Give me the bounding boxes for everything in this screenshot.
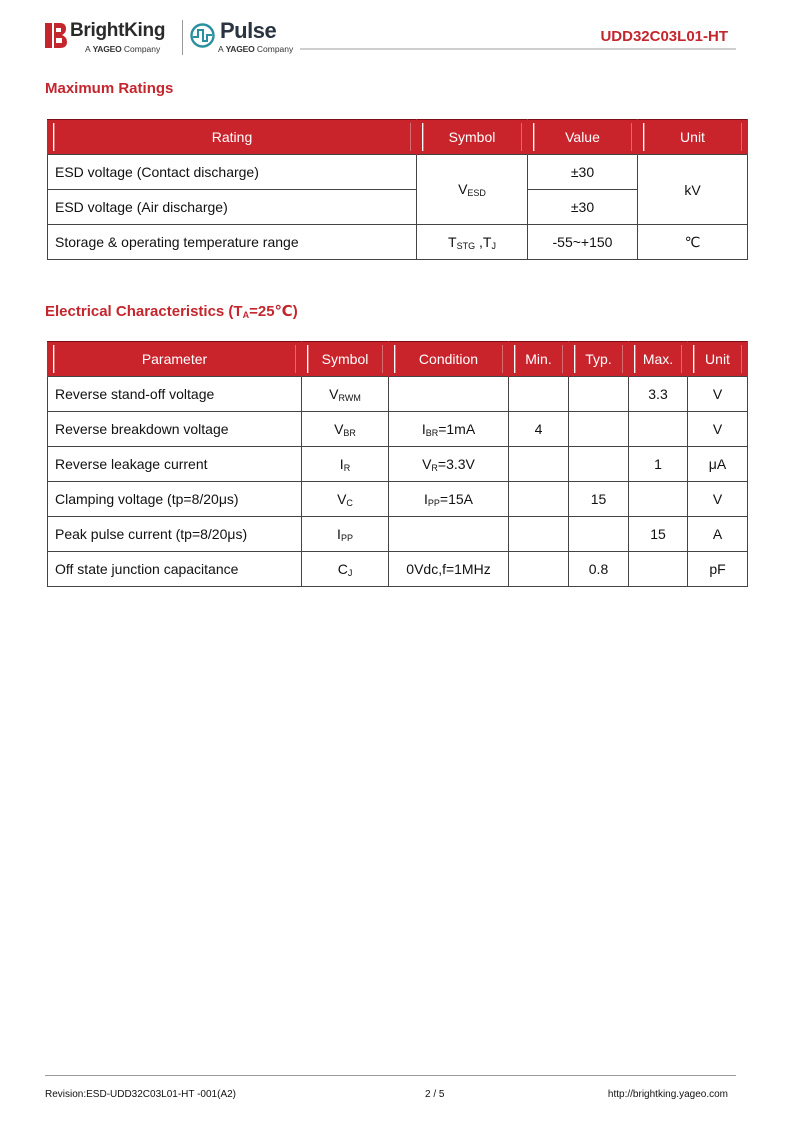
electrical-table — [47, 341, 748, 587]
max-cell: 3.3 — [629, 377, 688, 412]
typ-cell: 15 — [569, 482, 629, 517]
max-cell: 15 — [629, 517, 688, 552]
table-row — [48, 447, 748, 482]
rating-value: -55~+150 — [528, 225, 638, 260]
rating-value: ±30 — [528, 155, 638, 190]
symbol-cell: $I_{PP}$ — [302, 517, 389, 552]
col-header: Rating — [48, 120, 417, 155]
min-cell — [509, 377, 569, 412]
col-header: Typ. — [569, 342, 629, 377]
typ-cell — [569, 412, 629, 447]
condition-cell — [389, 517, 509, 552]
footer-page-number: 2 / 5 — [425, 1089, 445, 1100]
parameter-cell: Reverse breakdown voltage — [48, 412, 302, 447]
col-header: Unit — [638, 120, 748, 155]
rating-name: ESD voltage (Air discharge) — [48, 190, 417, 225]
unit-cell: V — [688, 482, 748, 517]
symbol-cell: $V_C$ — [302, 482, 389, 517]
col-header: Min. — [509, 342, 569, 377]
brightking-logo — [45, 20, 180, 56]
typ-cell: 0.8 — [569, 552, 629, 587]
parameter-cell: Off state junction capacitance — [48, 552, 302, 587]
col-header: Value — [528, 120, 638, 155]
condition-cell: 0Vdc,f=1MHz — [389, 552, 509, 587]
parameter-cell: Reverse stand-off voltage — [48, 377, 302, 412]
typ-cell — [569, 447, 629, 482]
col-header: Parameter — [48, 342, 302, 377]
esd-symbol: $V_{ESD}$ — [417, 155, 528, 225]
table-row — [48, 377, 748, 412]
brightking-name: BrightKing — [70, 20, 166, 41]
rating-name: ESD voltage (Contact discharge) — [48, 155, 417, 190]
table-row — [48, 225, 748, 260]
footer-revision: Revision:ESD-UDD32C03L01-HT -001(A2) — [45, 1089, 237, 1100]
rating-symbol: $T_{STG}$ $,T_J$ — [417, 225, 528, 260]
pulse-logo — [190, 20, 310, 56]
parameter-cell: Clamping voltage (tp=8/20μs) — [48, 482, 302, 517]
table-row — [48, 552, 748, 587]
condition-cell: $I_{BR}=1mA$ — [389, 412, 509, 447]
rating-unit: ℃ — [638, 225, 748, 260]
table-row — [48, 482, 748, 517]
max-cell — [629, 552, 688, 587]
typ-cell — [569, 377, 629, 412]
footer-rule — [45, 1075, 736, 1076]
symbol-cell: $V_{BR}$ — [302, 412, 389, 447]
footer-url: http://brightking.yageo.com — [607, 1089, 728, 1100]
min-cell — [509, 517, 569, 552]
pulse-name: Pulse — [220, 18, 277, 43]
col-header: Max. — [629, 342, 688, 377]
max-cell — [629, 482, 688, 517]
table-header-row — [48, 342, 748, 377]
pulse-mark-icon — [190, 23, 215, 48]
pulse-tagline: A YAGEO Company — [218, 44, 294, 54]
table-row — [48, 412, 748, 447]
logo-separator — [182, 20, 183, 55]
max-ratings-title: Maximum Ratings — [45, 80, 174, 97]
unit-cell: V — [688, 412, 748, 447]
unit-cell: A — [688, 517, 748, 552]
rating-name: Storage & operating temperature range — [48, 225, 417, 260]
unit-cell: pF — [688, 552, 748, 587]
unit-cell: V — [688, 377, 748, 412]
min-cell — [509, 447, 569, 482]
part-number: UDD32C03L01-HT — [600, 28, 728, 45]
condition-cell: $V_R=3.3V$ — [389, 447, 509, 482]
min-cell — [509, 552, 569, 587]
table-row — [48, 155, 748, 190]
rating-value: ±30 — [528, 190, 638, 225]
typ-cell — [569, 517, 629, 552]
esd-unit: kV — [638, 155, 748, 225]
symbol-cell: $I_R$ — [302, 447, 389, 482]
electrical-title: Electrical Characteristics $(T_A=25℃)$ — [45, 303, 298, 320]
col-header: Unit — [688, 342, 748, 377]
brightking-mark-icon — [45, 23, 67, 48]
col-header: Symbol — [417, 120, 528, 155]
min-cell — [509, 482, 569, 517]
condition-cell: $I_{PP}=15A$ — [389, 482, 509, 517]
max-cell — [629, 412, 688, 447]
table-row — [48, 517, 748, 552]
header-rule — [300, 48, 736, 50]
symbol-cell: $C_J$ — [302, 552, 389, 587]
min-cell: 4 — [509, 412, 569, 447]
unit-cell: μA — [688, 447, 748, 482]
max-cell: 1 — [629, 447, 688, 482]
parameter-cell: Peak pulse current (tp=8/20μs) — [48, 517, 302, 552]
col-header: Condition — [389, 342, 509, 377]
parameter-cell: Reverse leakage current — [48, 447, 302, 482]
table-header-row — [48, 120, 748, 155]
brightking-tagline: A YAGEO Company — [85, 44, 161, 54]
max-ratings-table — [47, 119, 748, 260]
symbol-cell: $V_{RWM}$ — [302, 377, 389, 412]
col-header: Symbol — [302, 342, 389, 377]
condition-cell — [389, 377, 509, 412]
